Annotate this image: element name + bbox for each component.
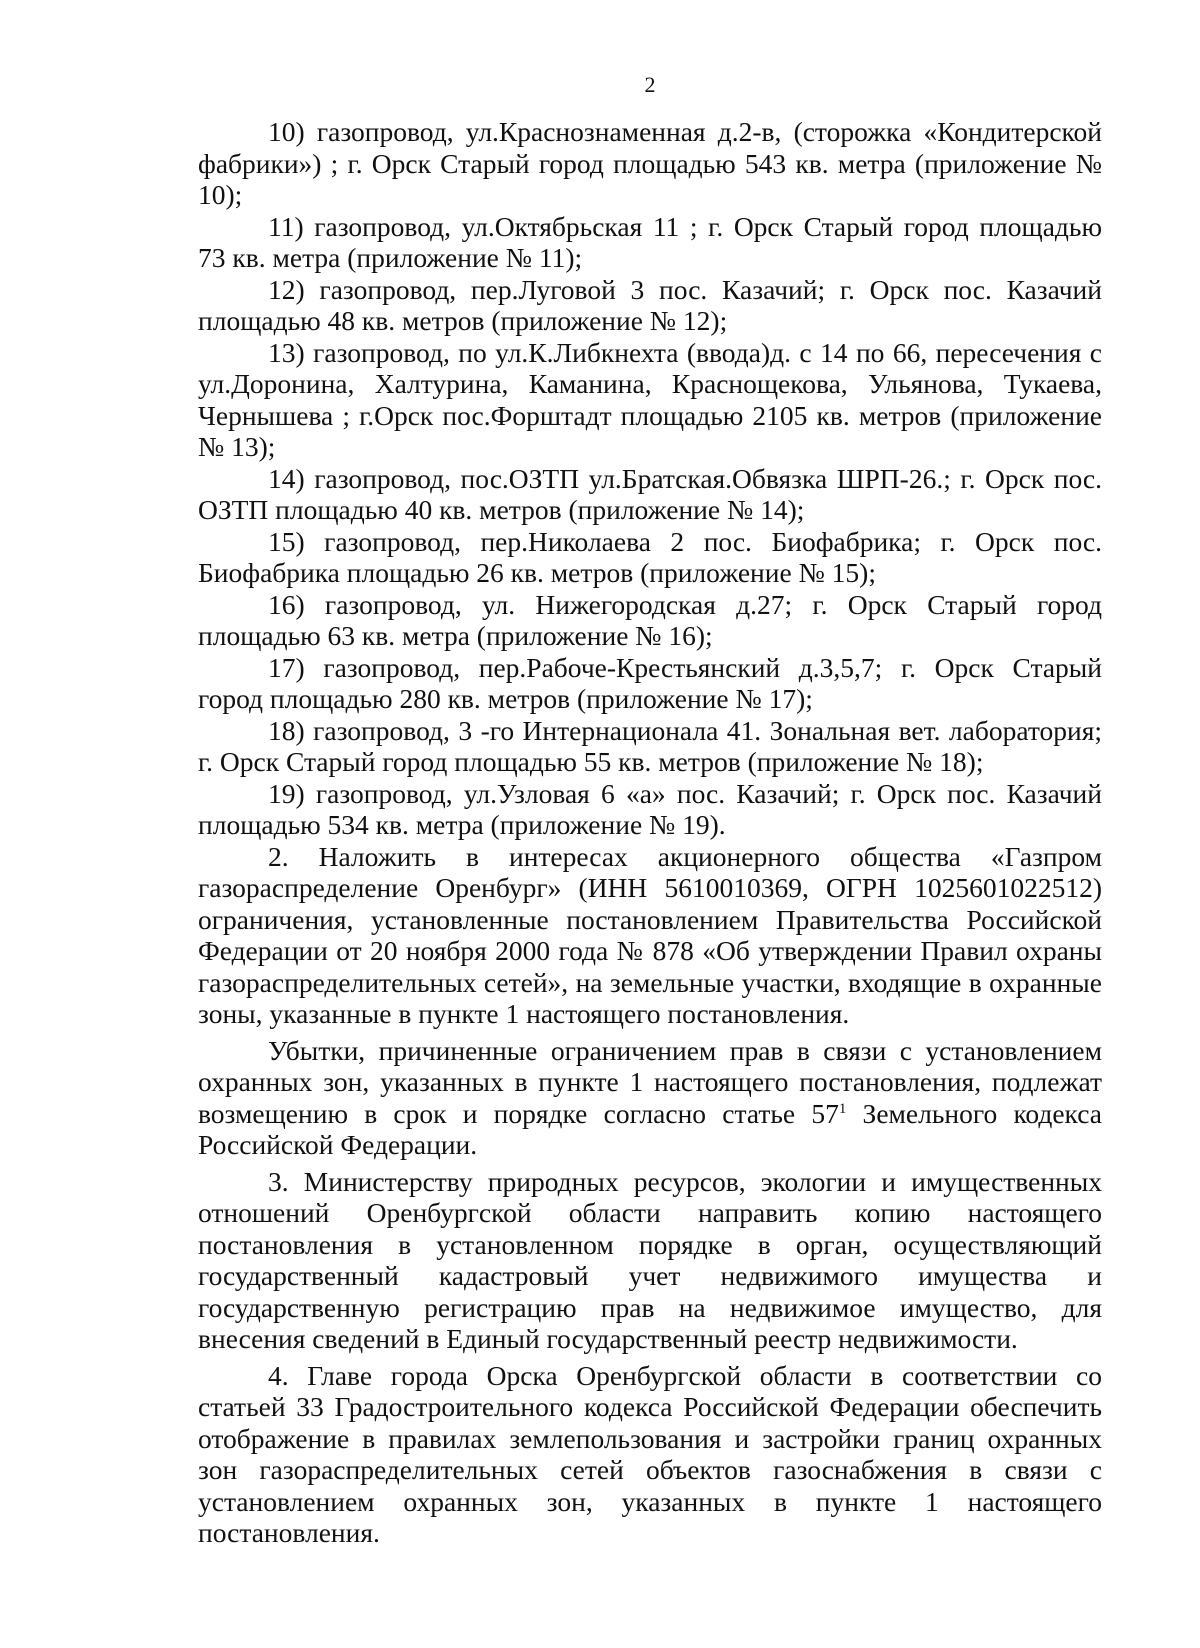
- item-12: 12) газопровод, пер.Луговой 3 пос. Казачий; г. Орск пос. Казачий площадью 48 кв. метров (приложение № 12);: [198, 273, 1102, 336]
- item-17: 17) газопровод, пер.Рабоче-Крестьянский д.3,5,7; г. Орск Старый город площадью 280 кв. метров (приложение № 17);: [198, 651, 1102, 714]
- item-16: 16) газопровод, ул. Нижегородская д.27; г. Орск Старый город площадью 63 кв. метра (приложение № 16);: [198, 588, 1102, 651]
- article-superscript: 1: [838, 1100, 847, 1117]
- item-13: 13) газопровод, по ул.К.Либкнехта (ввода)д. с 14 по 66, пересечения с ул.Доронина, Халтурина, Каманина, Краснощекова, Ульянова, Тукаева, Чернышева ; г.Орск пос.Форштадт площадью 2105 кв. метров (приложение № 13);: [198, 336, 1102, 462]
- paragraph-3: 3. Министерству природных ресурсов, экологии и имущественных отношений Оренбургской области направить копию настоящего постановления в установленном порядке в орган, осуществляющий государственный кадастровый учет недвижимого имущества и государственную регистрацию прав на недвижимое имущество, для внесения сведений в Единый государственный реестр недвижимости.: [198, 1165, 1102, 1354]
- losses-text: Убытки, причиненные ограничением прав в связи с установлением охранных зон, указанных в пункте 1 настоящего постановления, подлежат возмещению в срок и порядке согласно статье 57: [198, 1034, 1102, 1129]
- item-18: 18) газопровод, 3 -го Интернационала 41. Зональная вет. лаборатория; г. Орск Старый город площадью 55 кв. метров (приложение № 18);: [198, 714, 1102, 777]
- item-15: 15) газопровод, пер.Николаева 2 пос. Биофабрика; г. Орск пос. Биофабрика площадью 26 кв. метров (приложение № 15);: [198, 525, 1102, 588]
- item-11: 11) газопровод, ул.Октябрьская 11 ; г. Орск Старый город площадью 73 кв. метра (приложение № 11);: [198, 210, 1102, 273]
- item-19: 19) газопровод, ул.Узловая 6 «а» пос. Казачий; г. Орск пос. Казачий площадью 534 кв. метра (приложение № 19).: [198, 777, 1102, 840]
- paragraph-2: 2. Наложить в интересах акционерного общества «Газпром газораспределение Оренбург» (ИНН 5610010369, ОГРН 1025601022512) ограничения, установленные постановлением Правительства Российской Федерации от 20 ноября 2000 года № 878 «Об утверждении Правил охраны газораспределительных сетей», на земельные участки, входящие в охранные зоны, указанные в пункте 1 настоящего постановления.: [198, 840, 1102, 1029]
- document-body: [198, 116, 1102, 1549]
- paragraph-4: 4. Главе города Орска Оренбургской области в соответствии со статьей 33 Градостроительного кодекса Российской Федерации обеспечить отображение в правилах землепользования и застройки границ охранных зон газораспределительных сетей объектов газоснабжения в связи с установлением охранных зон, указанных в пункте 1 настоящего постановления.: [198, 1359, 1102, 1548]
- item-10: 10) газопровод, ул.Краснознаменная д.2-в, (сторожка «Кондитерской фабрики») ; г. Орск Старый город площадью 543 кв. метра (приложение № 10);: [198, 116, 1102, 210]
- item-14: 14) газопровод, пос.ОЗТП ул.Братская.Обвязка ШРП-26.; г. Орск пос. ОЗТП площадью 40 кв. метров (приложение № 14);: [198, 462, 1102, 525]
- losses-text-end: Земельного кодекса Российской Федерации.: [198, 1097, 1102, 1160]
- page-number: 2: [644, 72, 656, 97]
- paragraph-losses: [198, 1035, 1102, 1161]
